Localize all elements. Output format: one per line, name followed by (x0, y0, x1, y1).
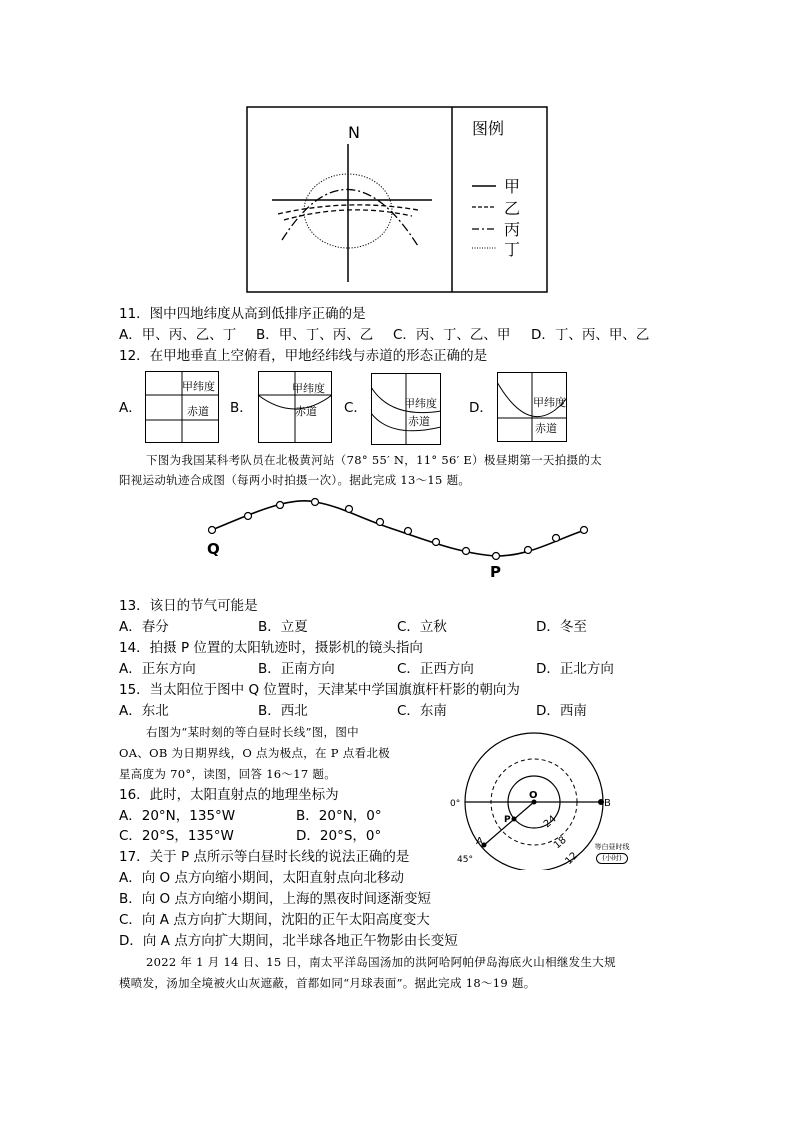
label-o: O (529, 790, 538, 801)
question-17: 17．关于 P 点所示等白昼时长线的说法正确的是 (119, 849, 410, 865)
sun-track-figure (200, 492, 600, 580)
intro-16-line-2: OA、OB 为日期界线，O 点为极点，在 P 点看北极 (119, 746, 390, 760)
sun-position (245, 513, 252, 520)
legend-line-2: (小时) (596, 853, 628, 864)
q12-a-lat-label: 甲纬度 (182, 380, 215, 393)
q14-option-c: C．正西方向 (397, 661, 474, 677)
q12-d-lat-label: 甲纬度 (533, 396, 566, 409)
q16-option-c: C．20°S，135°W (119, 828, 234, 844)
sun-position (312, 499, 319, 506)
sun-position (277, 502, 284, 509)
q13-option-c: C．立秋 (397, 619, 447, 635)
q12-a-eq-label: 赤道 (187, 405, 209, 418)
q15-option-b: B．西北 (258, 703, 308, 719)
question-11: 11．图中四地纬度从高到低排序正确的是 (119, 306, 366, 322)
sun-position (377, 519, 384, 526)
q11-option-b: B．甲、丁、丙、乙 (256, 327, 374, 343)
q12-letter-b: B． (230, 400, 253, 416)
q13-option-b: B．立夏 (258, 619, 308, 635)
legend-bing: 丙 (504, 220, 521, 239)
sun-position (346, 506, 353, 513)
sun-position (433, 539, 440, 546)
q13-option-d: D．冬至 (536, 619, 587, 635)
sun-position (209, 527, 216, 534)
label-45-deg: 45° (457, 855, 473, 865)
label-p: P (490, 563, 501, 580)
q17-option-b: B．向 O 点方向缩小期间，上海的黑夜时间逐渐变短 (119, 891, 431, 907)
q14-option-a: A．正东方向 (119, 661, 196, 677)
label-q: Q (207, 540, 220, 558)
q11-option-c: C．丙、丁、乙、甲 (393, 327, 511, 343)
question-14: 14．拍摄 P 位置的太阳轨迹时，摄影机的镜头指向 (119, 640, 423, 656)
q11-option-a: A．甲、丙、乙、丁 (119, 327, 237, 343)
q12-option-c-diagram (371, 373, 441, 445)
q17-option-a: A．向 O 点方向缩小期间，太阳直射点向北移动 (119, 870, 404, 886)
label-a: A (476, 836, 483, 847)
legend-line-1: 等白昼时线 (594, 843, 630, 851)
legend-yi: 乙 (504, 199, 521, 218)
sun-position (553, 535, 560, 542)
intro-13-line-2: 阳视运动轨迹合成图（每两小时拍摄一次）。据此完成 13～15 题。 (119, 473, 471, 487)
north-label: N (348, 123, 360, 142)
label-0-deg: 0° (450, 799, 461, 809)
label-p: P (504, 815, 511, 825)
q12-b-lat-label: 甲纬度 (292, 382, 325, 395)
q14-option-b: B．正南方向 (258, 661, 335, 677)
q15-option-c: C．东南 (397, 703, 447, 719)
legend-title: 图例 (472, 119, 505, 138)
line-bing (282, 189, 418, 246)
figure-latitude-map (246, 106, 548, 294)
daylength-legend (590, 843, 634, 871)
intro-13-line-1: 下图为我国某科考队员在北极黄河站（78° 55′ N，11° 56′ E）极昼期第一天拍摄的太 (146, 453, 602, 467)
sun-position (463, 548, 470, 555)
q12-letter-d: D． (469, 400, 493, 416)
intro-16-line-1: 右图为“某时刻的等白昼时长线”图，图中 (146, 725, 359, 739)
q12-letter-a: A． (119, 400, 142, 416)
legend-jia: 甲 (504, 177, 521, 196)
label-18: 18 (551, 834, 569, 852)
q16-option-d: D．20°S，0° (296, 828, 382, 844)
label-24: 24 (541, 813, 559, 831)
daylength-figure (443, 730, 613, 870)
intro-16-line-3: 星高度为 70°，读图，回答 16～17 题。 (119, 767, 337, 781)
sun-position (405, 528, 412, 535)
q12-letter-c: C． (344, 400, 367, 416)
sun-position (525, 547, 532, 554)
question-13: 13．该日的节气可能是 (119, 598, 258, 614)
intro-18-line-2: 模喷发，汤加全境被火山灰遮蔽，首都如同“月球表面”。据此完成 18～19 题。 (119, 976, 536, 990)
label-12: 12 (563, 850, 581, 868)
q16-option-b: B．20°N，0° (296, 808, 382, 824)
q16-option-a: A．20°N，135°W (119, 808, 236, 824)
q12-b-eq-label: 赤道 (295, 405, 317, 418)
q14-option-d: D．正北方向 (536, 661, 614, 677)
q11-option-d: D．丁、丙、甲、乙 (531, 327, 650, 343)
sun-positions (209, 499, 588, 560)
q13-option-a: A．春分 (119, 619, 169, 635)
q12-c-lat-label: 甲纬度 (404, 397, 437, 410)
q15-option-a: A．东北 (119, 703, 169, 719)
q17-option-c: C．向 A 点方向扩大期间，沈阳的正午太阳高度变大 (119, 912, 430, 928)
label-b: B (604, 798, 611, 809)
q15-option-d: D．西南 (536, 703, 587, 719)
sun-position (581, 527, 588, 534)
sun-position (493, 553, 500, 560)
q12-c-eq-label: 赤道 (408, 415, 430, 428)
question-12: 12．在甲地垂直上空俯看，甲地经纬线与赤道的形态正确的是 (119, 348, 488, 364)
q12-option-d-diagram (497, 372, 567, 442)
legend-ding: 丁 (504, 240, 521, 259)
question-15: 15．当太阳位于图中 Q 位置时，天津某中学国旗旗杆杆影的朝向为 (119, 682, 520, 698)
q12-option-a-diagram (145, 371, 219, 443)
intro-18-line-1: 2022 年 1 月 14 日、15 日，南太平洋岛国汤加的洪阿哈阿帕伊岛海底火山相继发生大规 (146, 955, 616, 969)
q12-d-eq-label: 赤道 (535, 422, 557, 435)
question-16: 16．此时，太阳直射点的地理坐标为 (119, 787, 339, 803)
q12-option-b-diagram (258, 371, 332, 443)
point-p (512, 817, 517, 822)
q17-option-d: D．向 A 点方向扩大期间，北半球各地正午物影由长变短 (119, 933, 458, 949)
